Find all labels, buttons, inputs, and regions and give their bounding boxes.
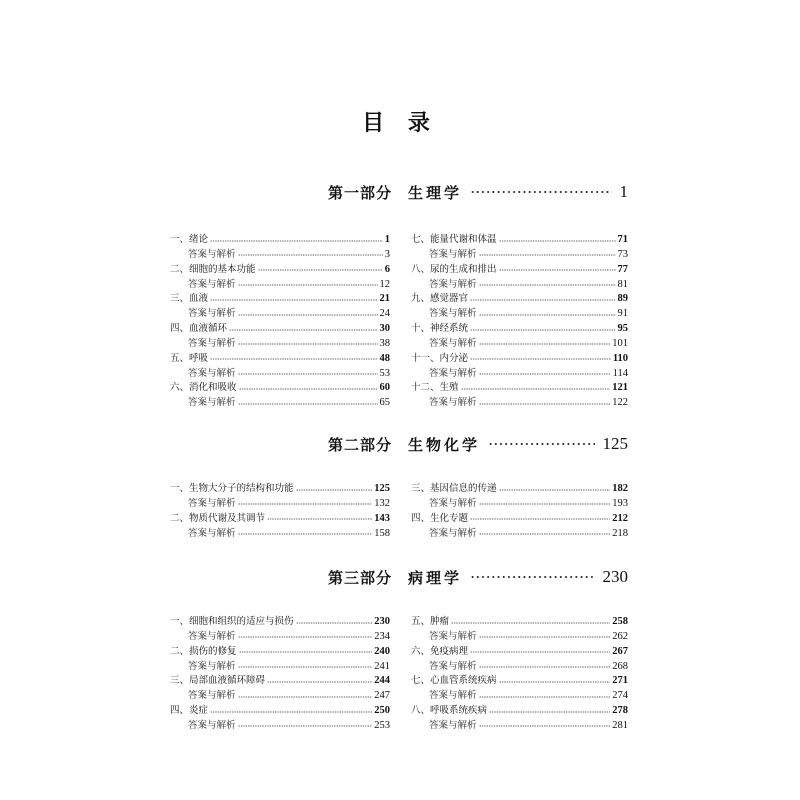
chapter-entry xyxy=(411,645,628,660)
chapter-page: 278 xyxy=(612,705,628,717)
toc-leader xyxy=(296,482,373,497)
chapter-title: 五、肿瘤 xyxy=(411,616,450,627)
answer-entry xyxy=(170,337,390,352)
toc-column-left xyxy=(170,615,390,734)
chapter-page: 244 xyxy=(374,675,390,687)
part-leader xyxy=(470,181,611,203)
toc-leader xyxy=(499,674,611,689)
answer-label: 答案与解析 xyxy=(188,308,236,320)
chapter-entry xyxy=(170,674,390,689)
chapter-page: 182 xyxy=(612,483,628,494)
chapter-entry xyxy=(170,645,390,660)
answer-label: 答案与解析 xyxy=(188,660,236,672)
chapter-entry xyxy=(170,482,390,497)
answer-page: 132 xyxy=(374,497,390,509)
part-leader xyxy=(470,566,594,588)
answer-page: 158 xyxy=(374,527,390,539)
chapter-page: 143 xyxy=(374,512,390,524)
answer-label: 答案与解析 xyxy=(429,248,477,260)
chapter-title: 三、局部血液循环障碍 xyxy=(170,675,266,687)
chapter-entry xyxy=(411,482,628,497)
toc-leader xyxy=(470,645,610,660)
toc-leader xyxy=(479,719,611,734)
toc-column-right xyxy=(411,233,628,411)
toc-leader xyxy=(239,381,378,396)
chapter-title: 九、感觉器官 xyxy=(411,293,469,305)
answer-entry xyxy=(411,396,628,411)
chapter-page: 6 xyxy=(384,263,390,275)
toc-leader xyxy=(267,674,372,689)
toc-leader xyxy=(239,645,373,660)
answer-entry xyxy=(411,527,628,542)
chapter-entry xyxy=(170,381,390,396)
answer-label: 答案与解析 xyxy=(188,367,236,379)
toc-leader xyxy=(210,292,377,307)
chapter-page: 125 xyxy=(374,483,390,494)
toc-leader xyxy=(499,263,616,278)
chapter-entry xyxy=(411,704,628,719)
answer-page: 3 xyxy=(384,248,390,260)
chapter-entry xyxy=(411,512,628,527)
chapter-entry xyxy=(170,512,390,527)
answer-page: 12 xyxy=(379,278,390,290)
answer-label: 答案与解析 xyxy=(188,527,236,539)
chapter-entry xyxy=(170,292,390,307)
answer-entry xyxy=(170,248,390,263)
answer-page: 81 xyxy=(617,278,628,290)
chapter-entry xyxy=(411,381,628,396)
toc-leader xyxy=(238,527,373,542)
chapter-page: 60 xyxy=(379,382,390,394)
toc-leader xyxy=(479,630,611,645)
chapter-page: 121 xyxy=(612,382,628,394)
chapter-entry xyxy=(170,352,390,367)
answer-page: 262 xyxy=(612,630,628,642)
chapter-title: 三、血液 xyxy=(170,293,209,305)
toc-leader xyxy=(489,704,610,719)
chapter-entry xyxy=(170,233,390,248)
answer-entry xyxy=(411,337,628,352)
answer-entry xyxy=(170,689,390,704)
chapter-page: 95 xyxy=(617,323,628,335)
chapter-title: 一、生物大分子的结构和功能 xyxy=(170,483,294,494)
toc-leader xyxy=(258,263,383,278)
answer-page: 268 xyxy=(612,660,628,672)
part-heading xyxy=(328,181,628,203)
toc-leader xyxy=(451,615,610,630)
chapter-entry xyxy=(170,263,390,278)
answer-page: 253 xyxy=(374,719,390,731)
chapter-title: 十、神经系统 xyxy=(411,323,469,335)
toc-leader xyxy=(461,381,611,396)
chapter-page: 30 xyxy=(379,323,390,335)
toc-leader xyxy=(238,497,373,512)
answer-page: 24 xyxy=(379,308,390,320)
answer-entry xyxy=(170,497,390,512)
answer-label: 答案与解析 xyxy=(188,719,236,731)
chapter-page: 250 xyxy=(374,705,390,717)
toc-leader xyxy=(238,248,383,263)
toc-leader xyxy=(210,233,383,248)
answer-entry xyxy=(411,367,628,382)
chapter-page: 212 xyxy=(612,512,628,524)
answer-entry xyxy=(170,719,390,734)
page-title: 目 录 xyxy=(362,110,438,136)
toc-leader xyxy=(238,396,378,411)
part-page: 1 xyxy=(619,182,628,201)
toc-leader xyxy=(238,689,373,704)
chapter-page: 89 xyxy=(617,293,628,305)
answer-page: 193 xyxy=(612,497,628,509)
toc-leader xyxy=(470,292,615,307)
toc-leader xyxy=(229,322,377,337)
answer-label: 答案与解析 xyxy=(429,660,477,672)
chapter-page: 271 xyxy=(612,675,628,687)
chapter-title: 八、尿的生成和排出 xyxy=(411,263,497,275)
chapter-entry xyxy=(411,263,628,278)
answer-entry xyxy=(170,660,390,675)
chapter-title: 七、心血管系统疾病 xyxy=(411,675,497,687)
chapter-title: 一、绪论 xyxy=(170,234,209,245)
toc-leader xyxy=(499,233,616,248)
answer-label: 答案与解析 xyxy=(188,630,236,642)
chapter-title: 二、物质代谢及其调节 xyxy=(170,512,266,524)
part-name: 病理学 xyxy=(408,568,463,587)
chapter-entry xyxy=(170,615,390,630)
chapter-title: 二、细胞的基本功能 xyxy=(170,263,256,275)
chapter-entry xyxy=(170,704,390,719)
toc-leader xyxy=(238,367,378,382)
answer-label: 答案与解析 xyxy=(429,337,477,349)
answer-page: 241 xyxy=(374,660,390,672)
answer-entry xyxy=(411,719,628,734)
chapter-title: 三、基因信息的传递 xyxy=(411,483,497,494)
chapter-title: 十一、内分泌 xyxy=(411,352,469,364)
chapter-page: 230 xyxy=(374,616,390,627)
chapter-title: 五、呼吸 xyxy=(170,352,209,364)
chapter-title: 六、免疫病理 xyxy=(411,645,469,657)
answer-label: 答案与解析 xyxy=(429,497,477,509)
chapter-title: 四、炎症 xyxy=(170,705,209,717)
toc-column-right xyxy=(411,615,628,734)
answer-label: 答案与解析 xyxy=(188,690,236,702)
toc-leader xyxy=(210,704,372,719)
chapter-page: 110 xyxy=(612,352,628,364)
answer-page: 101 xyxy=(612,337,628,349)
chapter-title: 四、血液循环 xyxy=(170,323,228,335)
answer-entry xyxy=(170,630,390,645)
part-label: 第二部分 xyxy=(328,435,393,454)
toc-leader xyxy=(267,512,372,527)
answer-label: 答案与解析 xyxy=(429,367,477,379)
part-page: 230 xyxy=(602,567,628,586)
answer-label: 答案与解析 xyxy=(188,248,236,260)
chapter-title: 六、消化和吸收 xyxy=(170,382,237,394)
answer-entry xyxy=(411,278,628,293)
answer-page: 53 xyxy=(379,367,390,379)
toc-leader xyxy=(238,278,378,293)
answer-page: 122 xyxy=(612,397,628,409)
toc-leader xyxy=(238,630,373,645)
chapter-page: 267 xyxy=(612,645,628,657)
toc-leader xyxy=(470,512,610,527)
answer-label: 答案与解析 xyxy=(188,278,236,290)
answer-label: 答案与解析 xyxy=(188,397,236,409)
chapter-page: 71 xyxy=(617,234,628,245)
answer-entry xyxy=(170,307,390,322)
chapter-page: 48 xyxy=(379,352,390,364)
answer-entry xyxy=(411,630,628,645)
chapter-page: 77 xyxy=(617,263,628,275)
toc-leader xyxy=(296,615,373,630)
chapter-entry xyxy=(411,615,628,630)
toc-leader xyxy=(479,248,616,263)
answer-entry xyxy=(170,278,390,293)
answer-label: 答案与解析 xyxy=(429,719,477,731)
toc-leader xyxy=(238,660,373,675)
answer-entry xyxy=(170,396,390,411)
chapter-page: 240 xyxy=(374,645,390,657)
chapter-title: 二、损伤的修复 xyxy=(170,645,237,657)
chapter-entry xyxy=(411,322,628,337)
chapter-entry xyxy=(170,322,390,337)
answer-label: 答案与解析 xyxy=(188,497,236,509)
answer-page: 91 xyxy=(617,308,628,320)
answer-page: 281 xyxy=(612,719,628,731)
answer-label: 答案与解析 xyxy=(429,630,477,642)
toc-leader xyxy=(470,322,615,337)
answer-entry xyxy=(411,497,628,512)
answer-entry xyxy=(170,367,390,382)
answer-label: 答案与解析 xyxy=(188,337,236,349)
answer-label: 答案与解析 xyxy=(429,278,477,290)
toc-column-left xyxy=(170,482,390,541)
answer-entry xyxy=(170,527,390,542)
answer-page: 234 xyxy=(374,630,390,642)
toc-leader xyxy=(470,352,611,367)
toc-leader xyxy=(238,719,373,734)
answer-label: 答案与解析 xyxy=(429,308,477,320)
chapter-entry xyxy=(411,233,628,248)
toc-leader xyxy=(479,660,611,675)
toc-leader xyxy=(210,352,377,367)
toc-leader xyxy=(479,367,611,382)
answer-page: 247 xyxy=(374,690,390,702)
toc-leader xyxy=(479,497,611,512)
part-heading xyxy=(328,433,628,455)
answer-label: 答案与解析 xyxy=(429,527,477,539)
answer-page: 274 xyxy=(612,690,628,702)
answer-page: 65 xyxy=(379,397,390,409)
answer-label: 答案与解析 xyxy=(429,690,477,702)
chapter-page: 1 xyxy=(384,234,390,245)
part-label: 第一部分 xyxy=(328,183,393,202)
toc-column-right xyxy=(411,482,628,541)
toc-column-left xyxy=(170,233,390,411)
toc-leader xyxy=(238,337,378,352)
chapter-entry xyxy=(411,674,628,689)
answer-page: 73 xyxy=(617,248,628,260)
toc-leader xyxy=(479,396,611,411)
chapter-page: 258 xyxy=(612,616,628,627)
part-page: 125 xyxy=(602,434,628,453)
part-label: 第三部分 xyxy=(328,568,393,587)
answer-page: 38 xyxy=(379,337,390,349)
answer-entry xyxy=(411,307,628,322)
answer-page: 114 xyxy=(612,367,628,379)
toc-leader xyxy=(479,689,611,704)
part-leader xyxy=(488,433,594,455)
chapter-page: 21 xyxy=(379,293,390,305)
toc-leader xyxy=(499,482,611,497)
answer-entry xyxy=(411,248,628,263)
chapter-entry xyxy=(411,292,628,307)
answer-entry xyxy=(411,689,628,704)
toc-leader xyxy=(479,527,611,542)
answer-page: 218 xyxy=(612,527,628,539)
answer-entry xyxy=(411,660,628,675)
chapter-title: 八、呼吸系统疾病 xyxy=(411,705,488,717)
part-name: 生物化学 xyxy=(408,435,481,454)
toc-leader xyxy=(238,307,378,322)
part-heading xyxy=(328,566,628,588)
part-name: 生理学 xyxy=(408,183,463,202)
chapter-title: 七、能量代谢和体温 xyxy=(411,234,497,245)
toc-leader xyxy=(479,278,616,293)
chapter-entry xyxy=(411,352,628,367)
toc-leader xyxy=(479,307,616,322)
chapter-title: 四、生化专题 xyxy=(411,512,469,524)
answer-label: 答案与解析 xyxy=(429,397,477,409)
toc-leader xyxy=(479,337,611,352)
chapter-title: 一、细胞和组织的适应与损伤 xyxy=(170,616,294,627)
chapter-title: 十二、生殖 xyxy=(411,382,459,394)
